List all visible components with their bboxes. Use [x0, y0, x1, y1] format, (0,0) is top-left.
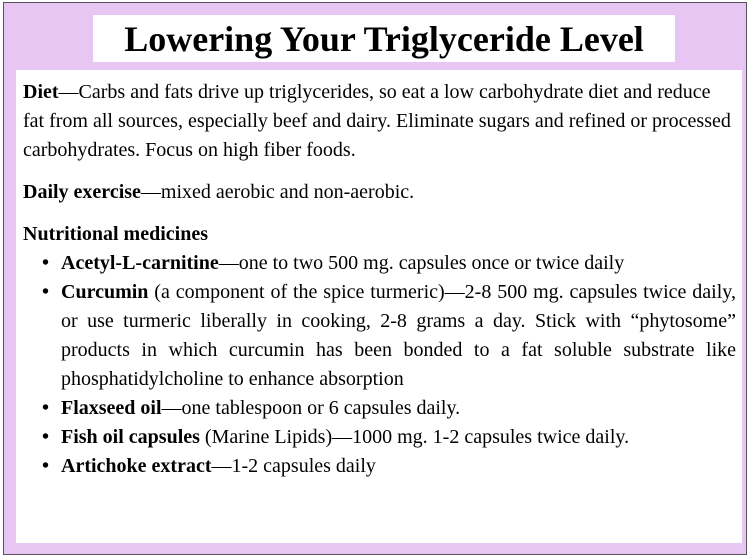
list-item-artichoke-extract	[23, 452, 736, 481]
item-text: (Marine Lipids)—1000 mg. 1-2 capsules twice daily.	[199, 426, 630, 448]
bullet-icon: •	[42, 455, 50, 477]
list-item-fish-oil-capsules	[23, 423, 736, 452]
item-text: —one tablespoon or 6 capsules daily.	[161, 397, 461, 419]
item-text: —one to two 500 mg. capsules once or twice daily	[218, 252, 625, 274]
exercise-separator: —	[140, 181, 161, 203]
item-name: Artichoke extract	[61, 455, 212, 477]
item-name: Fish oil capsules	[61, 426, 200, 448]
bullet-icon: •	[42, 281, 50, 303]
diet-paragraph	[23, 78, 736, 165]
item-text: (a component of the spice turmeric)—2-8 500 mg. capsules twice daily, or use turmeric liberally in cooking, 2-8 grams a day. Stick with “phytosome” products in which curcumin has been bonded to a fat soluble substrate like phosphatidylcholine to enhance absorption	[61, 281, 736, 390]
item-name: Acetyl-L-carnitine	[61, 252, 219, 274]
item-name: Flaxseed oil	[61, 397, 162, 419]
diet-text: Carbs and fats drive up triglycerides, so eat a low carbohydrate diet and reduce fat from all sources, especially beef and dairy. Eliminate sugars and refined or processed carbohydrates. Focus on high fiber foods.	[23, 81, 731, 161]
list-item-acetyl-l-carnitine	[23, 249, 736, 278]
item-name: Curcumin	[61, 281, 149, 303]
bullet-icon: •	[42, 252, 50, 274]
diet-separator: —	[58, 81, 79, 103]
nutritional-heading: Nutritional medicines	[23, 223, 208, 245]
page-title: Lowering Your Triglyceride Level	[124, 18, 644, 59]
bullet-icon: •	[42, 426, 50, 448]
list-item-flaxseed-oil	[23, 394, 736, 423]
list-item-curcumin	[23, 278, 736, 394]
exercise-label: Daily exercise	[23, 181, 141, 203]
exercise-text: mixed aerobic and non-aerobic.	[160, 181, 415, 203]
content-panel	[16, 70, 742, 543]
diet-label: Diet	[23, 81, 59, 103]
exercise-paragraph	[23, 178, 736, 207]
page-frame	[3, 2, 747, 555]
item-text: —1-2 capsules daily	[211, 455, 376, 477]
bullet-icon: •	[42, 397, 50, 419]
nutritional-list	[23, 249, 736, 481]
title-box	[93, 15, 675, 62]
